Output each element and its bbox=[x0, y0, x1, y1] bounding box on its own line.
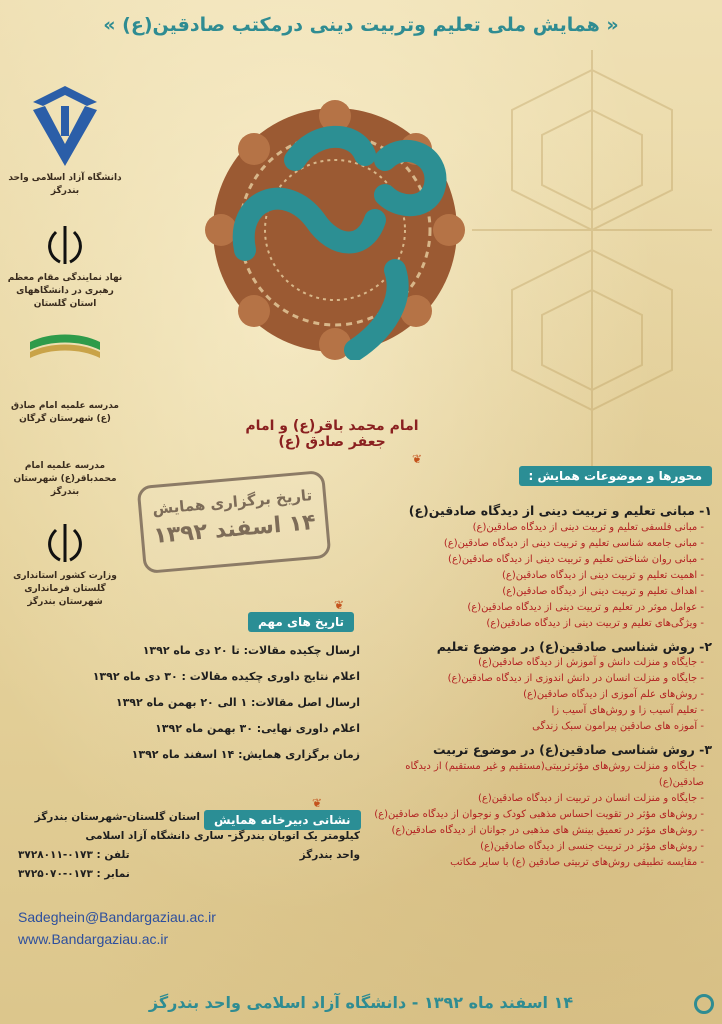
topic-item: - مبانی فلسفی تعلیم و تربیت دینی از دیدگاه صادقین(ع) bbox=[472, 521, 704, 533]
address-line3: واحد بندرگز bbox=[299, 849, 360, 861]
fax-label: نمابر : bbox=[96, 868, 130, 880]
footer-banner: ۱۴ اسفند ماه ۱۳۹۲ - دانشگاه آزاد اسلامی واحد بندرگز bbox=[148, 993, 574, 1012]
secretariat-address bbox=[18, 808, 360, 884]
topic-item: - روش‌های مؤثر در تربیت جنسی از دیدگاه صادقین(ع) bbox=[480, 840, 704, 852]
university-name: دانشگاه آزاد اسلامی واحد بندرگز bbox=[8, 173, 122, 196]
phone-number: ۰۱۷۳-۳۷۲۸۰۱۱ bbox=[18, 849, 93, 861]
contact-info bbox=[18, 906, 318, 950]
topic-item: - اهمیت تعلیم و تربیت دینی از دیدگاه صادقین(ع) bbox=[502, 569, 704, 581]
sadegh-seminary-block bbox=[0, 400, 130, 426]
date-item: زمان برگزاری همایش: ۱۴ اسفند ماه ۱۳۹۲ bbox=[131, 748, 360, 761]
event-date-stamp bbox=[137, 470, 332, 574]
dates-header: تاریخ های مهم bbox=[248, 612, 354, 632]
website-link[interactable]: www.Bandargaziau.ac.ir bbox=[18, 931, 169, 947]
bagher-seminary-name: مدرسه علمیه امام محمدباقر(ع) شهرستان بندرگز bbox=[13, 461, 117, 497]
address-line2: کیلومتر یک اتوبان بندرگز- ساری دانشگاه آزاد اسلامی bbox=[85, 830, 360, 842]
topics-header: محورها و موضوعات همایش : bbox=[519, 466, 712, 486]
geometric-pattern bbox=[472, 50, 712, 470]
topic-item: - روش‌های مؤثر در تعمیق بینش های مذهبی در جوانان از دیدگاه صادقین(ع) bbox=[391, 824, 704, 836]
topic-title: ۳- روش شناسی صادقین(ع) در موضوع تربیت bbox=[432, 742, 712, 757]
topic-item: - تعلیم آسیب زا و روش‌های آسیب زا bbox=[551, 705, 704, 716]
azad-university-icon bbox=[25, 82, 105, 168]
topic-item: - ویژگی‌های تعلیم و تربیت دینی از دیدگاه صادقین(ع) bbox=[486, 617, 704, 629]
date-item: اعلام داوری نهایی: ۳۰ بهمن ماه ۱۳۹۲ bbox=[155, 722, 360, 735]
topic-item: - عوامل موثر در تعلیم و تربیت دینی از دیدگاه صادقین(ع) bbox=[467, 601, 704, 613]
topic-item: - جایگاه و منزلت انسان در تربیت از دیدگاه صادقین(ع) bbox=[477, 792, 704, 804]
topic-item: - روش‌های علم آموزی از دیدگاه صادقین(ع) bbox=[523, 689, 704, 700]
topic-title: ۲- روش شناسی صادقین(ع) در موضوع تعلیم bbox=[436, 638, 712, 654]
topic-item: - مبانی جامعه شناسی تعلیم و تربیت دینی از دیدگاه صادقین(ع) bbox=[443, 537, 704, 549]
sponsor-logos bbox=[0, 60, 130, 620]
topics-list bbox=[367, 496, 712, 991]
topic-title: ۱- مبانی تعلیم و تربیت دینی از دیدگاه صادقین(ع) bbox=[408, 503, 712, 518]
date-stamp-date: ۱۴ اسفند ۱۳۹۲ bbox=[152, 509, 317, 550]
important-dates bbox=[20, 638, 360, 768]
date-stamp-label: تاریخ برگزاری همایش bbox=[151, 486, 313, 519]
date-item: ارسال اصل مقالات: ۱ الی ۲۰ بهمن ماه ۱۳۹۲ bbox=[115, 696, 360, 709]
calligraphy-emblem bbox=[205, 100, 465, 360]
basij-logo-icon bbox=[20, 328, 110, 368]
fax-number: ۰۱۷۳-۳۷۲۵۰۷۰ bbox=[18, 868, 93, 880]
address-header: نشانی دبیرخانه همایش bbox=[204, 810, 361, 830]
butterfly-icon: ❦ bbox=[312, 796, 323, 810]
butterfly-icon: ❦ bbox=[411, 452, 422, 466]
emblem-icon bbox=[42, 520, 88, 566]
topic-item: - جایگاه و منزلت دانش و آموزش از دیدگاه صادقین(ع) bbox=[478, 657, 704, 668]
topic-item: - روش‌های مؤثر در تقویت احساس مذهبی کودک و نوجوان از دیدگاه صادقین(ع) bbox=[374, 808, 704, 820]
governor-logo-block bbox=[0, 520, 130, 609]
basij-logo-block bbox=[0, 328, 130, 372]
leader-rep-logo-block bbox=[0, 222, 130, 311]
address-line1: استان گلستان-شهرستان بندرگز bbox=[34, 811, 200, 823]
topic-item: - مبانی روان شناختی تعلیم و تربیت دینی از دیدگاه صادقین(ع) bbox=[448, 553, 704, 565]
leader-rep-name: نهاد نمایندگی مقام معظم رهبری در دانشگاههای استان گلستان bbox=[7, 273, 123, 309]
topic-item: - اهداف تعلیم و تربیت دینی از دیدگاه صادقین(ع) bbox=[502, 585, 704, 597]
sadegh-seminary-name: مدرسه علمیه امام صادق (ع) شهرستان گرگان bbox=[10, 401, 120, 424]
footer-logo-icon bbox=[694, 994, 714, 1014]
imam-names: امام محمد باقر(ع) و امام جعفر صادق (ع) bbox=[245, 418, 419, 450]
topic-item: - جایگاه و منزلت روش‌های مؤثرتربیتی(مستقیم و غیر مستقیم) از دیدگاه صادقین(ع) bbox=[405, 760, 704, 788]
date-item: ارسال چکیده مقالات: تا ۲۰ دی ماه ۱۳۹۲ bbox=[142, 644, 360, 657]
email-link[interactable]: Sadeghein@Bandargaziau.ac.ir bbox=[18, 909, 216, 925]
governor-name: وزارت کشور استانداری گلستان فرمانداری شهرستان بندرگز bbox=[13, 571, 117, 607]
university-logo-block bbox=[0, 82, 130, 198]
emblem-icon bbox=[42, 222, 88, 268]
phone-label: تلفن : bbox=[96, 849, 130, 861]
page-title: « همایش ملی تعلیم وتربیت دینی درمکتب صادقین(ع) » bbox=[103, 14, 619, 36]
topic-item: - مقایسه تطبیقی روش‌های تربیتی صادقین (ع) با سایر مکاتب bbox=[450, 856, 704, 868]
topic-item: - آموزه های صادقین پیرامون سبک زندگی bbox=[532, 721, 704, 732]
bagher-seminary-block bbox=[0, 460, 130, 499]
butterfly-icon: ❦ bbox=[334, 598, 345, 612]
date-item: اعلام نتایج داوری چکیده مقالات : ۳۰ دی ماه ۱۳۹۲ bbox=[92, 670, 360, 683]
topic-item: - جایگاه و منزلت انسان در دانش اندوزی از دیدگاه صادقین(ع) bbox=[447, 673, 704, 684]
